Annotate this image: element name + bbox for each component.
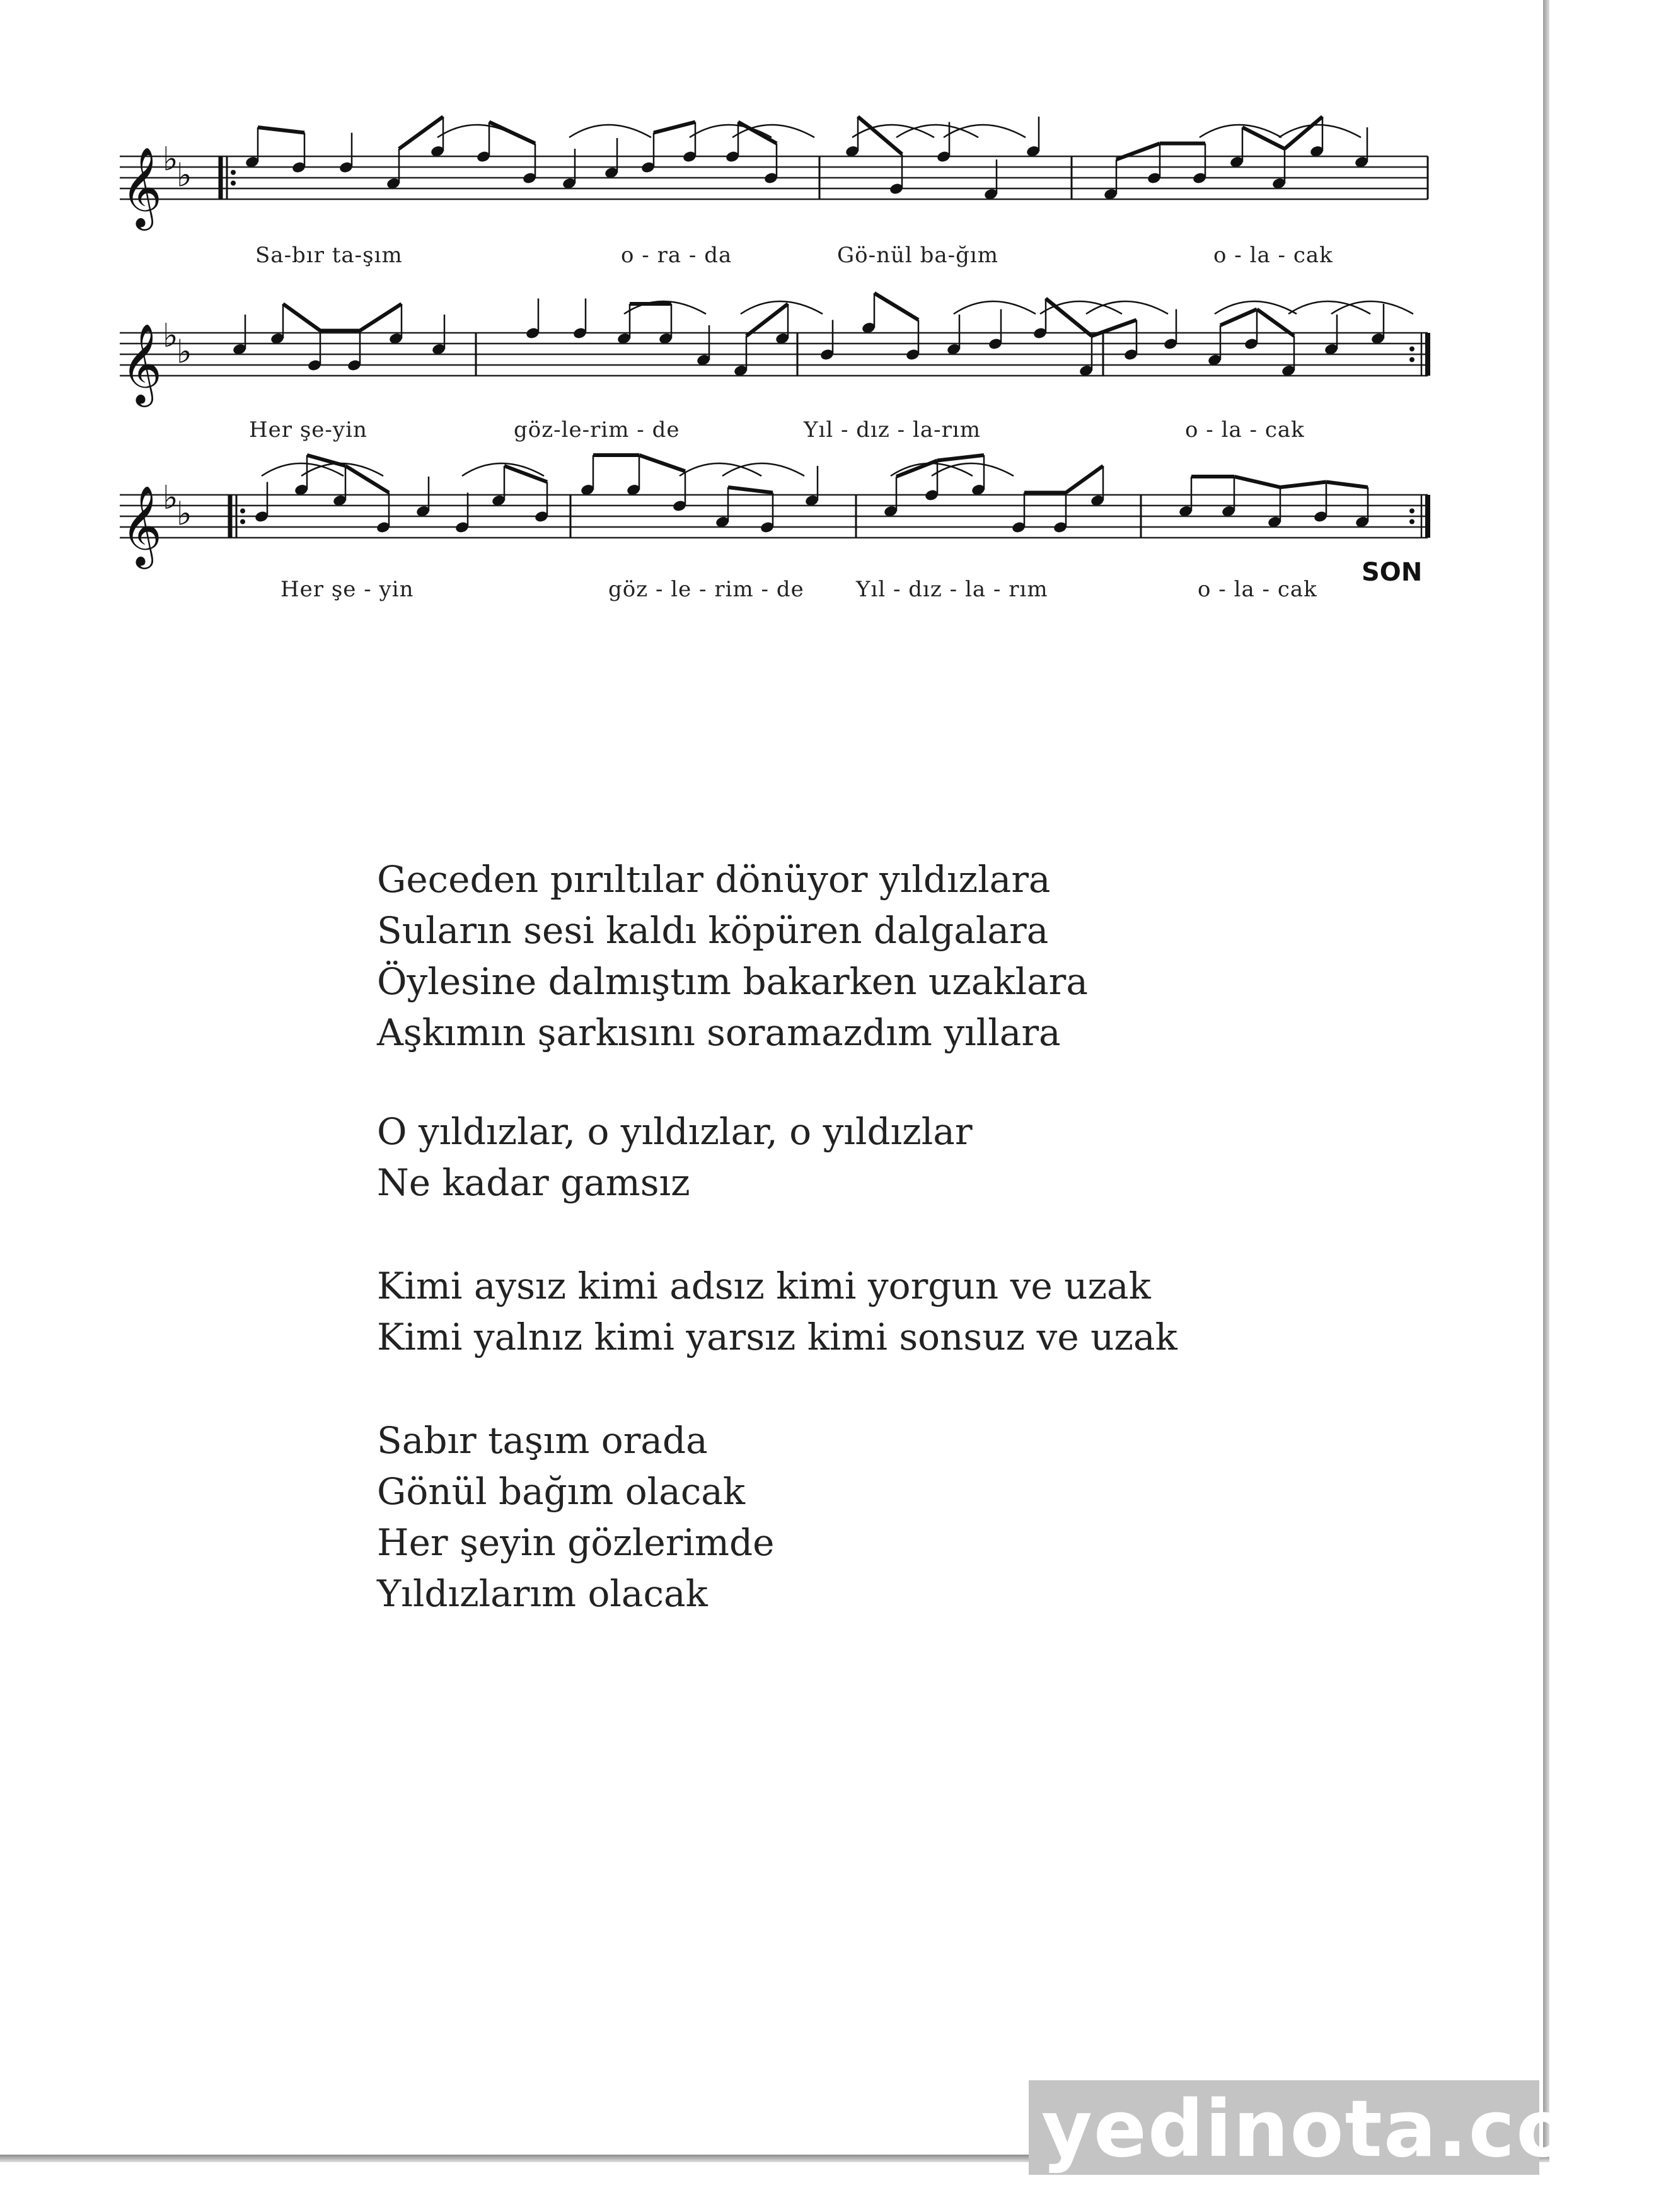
verse-line: Öylesine dalmıştım bakarken uzaklara (377, 960, 1088, 1003)
lyric-3-1: Her şe - yin (280, 577, 414, 602)
verse-line: Kimi yalnız kimi yarsız kimi sonsuz ve uzak (377, 1316, 1177, 1358)
lyric-3-4: o - la - cak (1198, 577, 1317, 602)
verse-1 (377, 854, 1322, 1058)
slur (569, 125, 651, 137)
slur (1279, 125, 1361, 137)
flat-icon: ♭ (163, 479, 178, 518)
verse-4 (377, 1415, 1322, 1619)
staff-system-1 (113, 132, 1437, 277)
lyric-2-3: Yıl - dız - la-rım (804, 417, 981, 443)
note-beam (728, 487, 773, 493)
repeat-dot (231, 170, 236, 175)
flat-icon: ♭ (176, 333, 192, 371)
slur (944, 125, 1026, 137)
note-beam (360, 304, 402, 331)
slur (1200, 125, 1281, 137)
lyric-1-4: o - la - cak (1213, 243, 1333, 268)
slur (462, 463, 544, 476)
verse-line: Aşkımın şarkısını soramazdım yıllara (377, 1011, 1061, 1054)
repeat-dot (1409, 347, 1414, 352)
lyric-3-3: Yıl - dız - la - rım (856, 577, 1048, 602)
note-beam (746, 304, 788, 336)
repeat-dot (240, 519, 245, 524)
note-beam (1326, 482, 1368, 488)
note-beam (639, 455, 685, 472)
flat-icon: ♭ (163, 141, 178, 179)
lyric-1-1: Sa-bır ta-şım (255, 243, 403, 268)
lyric-2-1: Her şe-yin (249, 417, 367, 443)
note-beam (1285, 117, 1322, 149)
repeat-dot (231, 181, 236, 186)
slur (954, 301, 1036, 314)
flat-icon: ♭ (176, 495, 192, 533)
lyric-1-2: o - ra - da (621, 243, 732, 268)
verse-line: Yıldızlarım olacak (377, 1572, 708, 1615)
flat-icon: ♭ (163, 317, 178, 356)
verse-line: O yıldızlar, o yıldızlar, o yıldızlar (377, 1110, 973, 1153)
note-beam (283, 304, 320, 331)
lyric-2-2: göz-le-rim - de (514, 417, 680, 443)
repeat-dot (1409, 509, 1414, 514)
slur (1215, 301, 1297, 314)
flat-icon: ♭ (176, 156, 192, 195)
slur (262, 463, 344, 476)
lyric-3-2: göz - le - rim - de (608, 577, 804, 602)
lyric-2-4: o - la - cak (1185, 417, 1305, 443)
repeat-dot (240, 509, 245, 514)
note-beam (1280, 482, 1326, 488)
note-beam (345, 466, 389, 493)
note-beam (937, 455, 984, 461)
verse-2 (377, 1106, 1322, 1208)
note-beam (654, 122, 695, 133)
verse-line: Geceden pırıltılar dönüyor yıldızlara (377, 858, 1051, 901)
note-beam (858, 117, 902, 154)
page-edge-shadow-right (1543, 0, 1549, 2162)
watermark-logo (1029, 2080, 1654, 2175)
note-beam (258, 127, 304, 133)
treble-clef-icon: 𝄞 (121, 146, 163, 227)
repeat-dot (1409, 519, 1414, 524)
note-beam (1066, 466, 1103, 493)
verse-line: Gönül bağım olacak (377, 1470, 746, 1513)
note-beam (1234, 477, 1280, 487)
son-end-mark: SON (1362, 558, 1423, 587)
watermark-text: yedinota.com (1041, 2084, 1654, 2175)
repeat-dot (1409, 357, 1414, 362)
verse-line: Suların sesi kaldı köpüren dalgalara (377, 909, 1049, 952)
treble-clef-icon: 𝄞 (121, 323, 163, 403)
verse-line: Ne kadar gamsız (377, 1161, 690, 1204)
verse-3 (377, 1261, 1322, 1363)
verse-line: Her şeyin gözlerimde (377, 1521, 775, 1564)
lyric-1-3: Gö-nül ba-ğım (837, 243, 998, 268)
verse-line: Sabır taşım orada (377, 1419, 708, 1462)
staff-system-2 (113, 296, 1437, 441)
treble-clef-icon: 𝄞 (121, 485, 163, 565)
note-beam (399, 117, 443, 149)
note-beam (1046, 299, 1092, 337)
note-beam (1220, 310, 1257, 326)
note-beam (489, 122, 535, 144)
staff-lines (120, 495, 1428, 538)
note-beam (874, 293, 918, 320)
verse-line: Kimi aysız kimi adsız kimi yorgun ve uzak (377, 1265, 1151, 1307)
staff-system-3 (113, 470, 1437, 615)
note-beam (1242, 127, 1285, 149)
